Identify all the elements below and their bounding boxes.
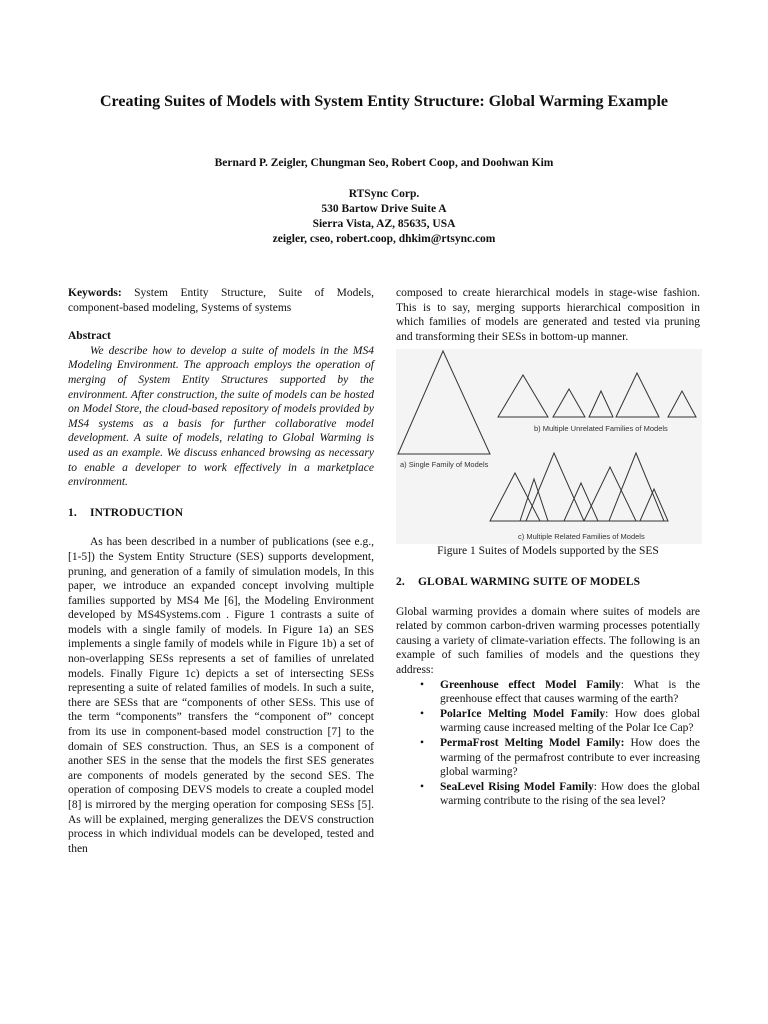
abstract-text: We describe how to develop a suite of models in the MS4 Modeling Environment. The approach employs the operation of merging of System Entity Structures supported by the environment. After construction, the suite of models can be hosted on Model Store, the cloud-based repository of models provided by MS4 systems as a basis for further collaborative model development. A suite of models, relating to Global Warming is used as an example. We discuss enhanced browsing as necessary to enable a developer to work effectively in a marketplace environment. [68,344,374,489]
model-family-list [396,678,700,809]
figure-1 [396,349,702,544]
author-list: Bernard P. Zeigler, Chungman Seo, Robert Coop, and Doohwan Kim [214,157,554,169]
paper-title: Creating Suites of Models with System Entity Structure: Global Warming Example [100,93,668,110]
section-heading-introduction [68,506,374,521]
section-heading-global-warming [396,575,700,590]
figure-label-a: a) Single Family of Models [400,460,489,470]
right-column [396,286,700,809]
list-item [396,736,700,780]
section-title: GLOBAL WARMING SUITE OF MODELS [418,575,641,588]
affiliation-city: Sierra Vista, AZ, 85635, USA [312,218,456,230]
left-column [68,286,374,856]
affiliation [0,187,768,247]
keywords-text: System Entity Structure, Suite of Models, component-based modeling, Systems of systems [68,287,374,314]
list-item-title: SeaLevel Rising Model Family [440,780,594,793]
list-item-text: How does the warming of the permafrost contribute to ever increasing global warming? [440,736,700,779]
list-item-text: : How does the global warming contribute to the rising of the sea level? [440,780,700,808]
bullet-icon: • [420,678,425,691]
section-number: 2. [396,575,405,588]
abstract-heading: Abstract [68,330,111,343]
figure-background [396,349,702,544]
keywords-label: Keywords: [68,287,122,299]
bullet-icon: • [420,780,425,793]
figure-label-c: c) Multiple Related Families of Models [518,532,645,542]
keywords [68,286,374,315]
list-item-title: PolarIce Melting Model Family [440,707,606,720]
list-item-title: Greenhouse effect Model Family [440,678,621,691]
list-item-title: PermaFrost Melting Model Family: [440,736,625,749]
list-item [396,678,700,707]
list-item-text: : How does global warming cause increased melting of the Polar Ice Cap? [440,707,700,735]
list-item-text: : What is the greenhouse effect that causes warming of the earth? [440,678,700,706]
section-number: 1. [68,506,77,519]
figure-1-diagram [396,349,702,544]
bullet-icon: • [420,736,425,749]
figure-label-b: b) Multiple Unrelated Families of Models [534,424,668,434]
list-item [396,780,700,809]
figure-caption: Figure 1 Suites of Models supported by the SES [437,545,659,558]
affiliation-street: 530 Bartow Drive Suite A [321,203,447,215]
affiliation-emails: zeigler, cseo, robert.coop, dhkim@rtsync.com [272,233,496,245]
section-title: INTRODUCTION [90,506,184,519]
bullet-icon: • [420,707,425,720]
section-2-paragraph: Global warming provides a domain where suites of models are related by common carbon-driven warming processes potentially causing a variety of climate-variation effects. The following is an example of such families of models and the questions they address: [396,605,700,676]
affiliation-org: RTSync Corp. [348,188,420,200]
intro-paragraph: As has been described in a number of publications (see e.g., [1-5]) the System Entity Structure (SES) supports development, pruning, and generation of a family of simulation models, In this paper, we introduce an expanded concept involving multiple families supported by MS4 Me [6], the Modeling Environment developed by MS4Systems.com . Figure 1 contrasts a suite of models with a single family of models. In Figure 1a) an SES implements a single family of models while in Figure 1b) a set of non-overlapping SESs represents a set of families of unrelated models. Finally Figure 1c) depicts a set of intersecting SESs representing a suite of related families of models. In such a suite, there are SESs that are “components of other SESs. This use of the term “components” transfers the “component of” concept from its use in component-based model construction [7] to the domain of SES construction. Thus, an SES is a component of another SES in the sense that the models the first SES generates are components of models generated by the second SES. The operation of composing DEVS models to create a coupled model [8] is mirrored by the merging operation for composing SESs [5]. As will be explained, merging generalizes the DEVS construction process in which individual models can be developed, tested and then [68,536,374,855]
list-item [396,707,700,736]
continued-paragraph: composed to create hierarchical models in stage-wise fashion. This is to say, merging supports hierarchical composition in which families of models are generated and tested via pruning and transforming their SESs in bottom-up manner. [396,287,700,343]
